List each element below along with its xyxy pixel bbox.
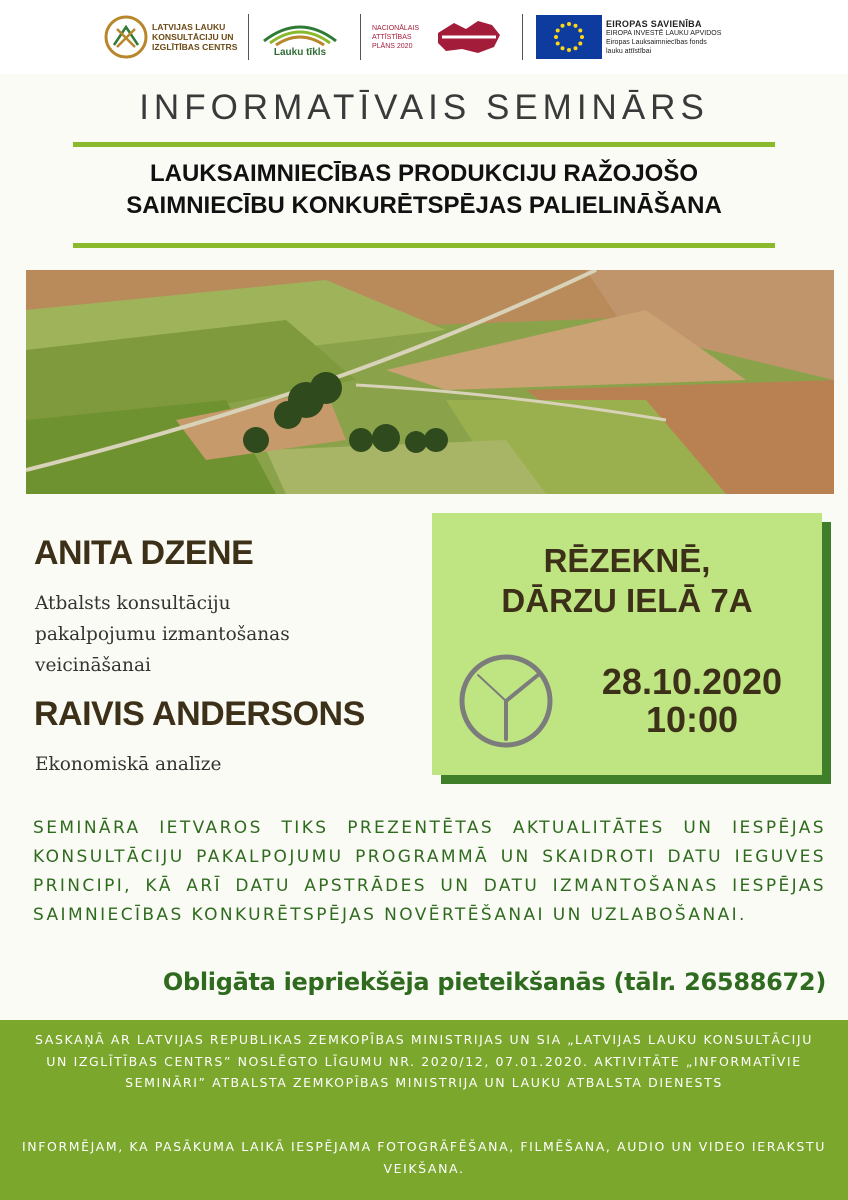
subtitle-rule [73, 243, 775, 248]
location-line: DĀRZU IELĀ 7A [501, 582, 753, 619]
logo-bar [0, 0, 848, 74]
eu-line: Eiropas Lauksaimniecības fonds [606, 38, 707, 46]
lauku-tikls-name: Lauku tīkls [273, 46, 327, 58]
seminar-description: SEMINĀRA IETVAROS TIKS PREZENTĒTAS AKTUALITĀTES UN IESPĒJAS KONSULTĀCIJU PAKALPOJUMU PROGRAMMĀ UN SKAIDROTI DATU IEGUVES PRINCIPI, KĀ ARĪ DATU APSTRĀDES UN DATU IZMANTOŠANAS IESPĒJAS SAIMNIECĪBAS KONKURĒTSPĒJAS NOVĒRTĒŠANAI UN UZLABOŠANAI. [33, 818, 826, 925]
speaker-topic [35, 588, 290, 681]
speaker-name: RAIVIS ANDERSONS [34, 695, 365, 733]
title-rule [73, 142, 775, 147]
event-time: 10:00 [645, 699, 739, 740]
llkc-name: LATVIJAS LAUKU KONSULTĀCIJU UN IZGLĪTĪBAS CENTRS [152, 22, 238, 52]
topic-line: pakalpojumu izmantošanas [35, 624, 290, 645]
seminar-subtitle [0, 158, 848, 222]
eu-logo [536, 10, 721, 64]
farmland-photo [26, 270, 834, 494]
eu-line: EIROPA INVESTĒ LAUKU APVIDOS [606, 29, 722, 37]
farmland-image [26, 270, 834, 494]
topic-line: veicināšanai [35, 655, 151, 676]
subtitle-line: SAIMNIECĪBU KONKURĒTSPĒJAS PALIELINĀŠANA [126, 192, 722, 219]
lauku-tikls-logo [260, 10, 340, 64]
eu-title: EIROPAS SAVIENĪBA [606, 18, 702, 29]
registration-note: Obligāta iepriekšēja pieteikšanās (tālr. 26588672) [162, 968, 826, 996]
event-box [432, 513, 822, 775]
page-title: INFORMATĪVAIS SEMINĀRS [139, 88, 709, 127]
footer-agreement: SASKAŅĀ AR LATVIJAS REPUBLIKAS ZEMKOPĪBAS MINISTRIJAS UN SIA „LATVIJAS LAUKU KONSULTĀCIJU UN IZGLĪTĪBAS CENTRS” NOSLĒGTO LĪGUMU NR. 2020/12, 07.01.2020. AKTIVITĀTE „INFORMATĪVIE SEMINĀRI” ATBALSTA ZEMKOPĪBAS MINISTRIJA UN LAUKU ATBALSTA DIENESTS [35, 1032, 813, 1090]
latvia-map-icon [434, 17, 504, 57]
subtitle-line: LAUKSAIMNIECĪBAS PRODUKCIJU RAŽOJOŠO [149, 160, 699, 187]
topic-line: Ekonomiskā analīze [35, 754, 222, 775]
logo-divider [248, 14, 249, 60]
event-location [432, 541, 822, 621]
nap-logo [372, 10, 504, 64]
eu-line: lauku attīstībai [606, 47, 652, 55]
llkc-emblem-icon [104, 15, 148, 59]
clock-icon [458, 653, 554, 749]
event-date: 28.10.2020 [601, 661, 783, 702]
footer-notice: INFORMĒJAM, KA PASĀKUMA LAIKĀ IESPĒJAMA FOTOGRĀFĒŠANA, FILMĒŠANA, AUDIO UN VIDEO IERAKSTU VEIKŠANA. [22, 1139, 826, 1176]
speaker-name: ANITA DZENE [34, 534, 254, 572]
eu-caption [606, 19, 721, 56]
logo-divider [522, 14, 523, 60]
event-datetime [562, 663, 822, 739]
lauku-tikls-emblem-icon [260, 17, 340, 47]
llkc-logo [104, 10, 250, 64]
footer [0, 1020, 848, 1200]
nap-name: NACIONĀLAIS ATTĪSTĪBAS PLĀNS 2020 [372, 24, 420, 50]
location-line: RĒZEKNĒ, [543, 542, 711, 579]
speaker-topic [35, 749, 221, 780]
logo-divider [360, 14, 361, 60]
topic-line: Atbalsts konsultāciju [35, 593, 231, 614]
eu-flag-icon [536, 15, 602, 59]
